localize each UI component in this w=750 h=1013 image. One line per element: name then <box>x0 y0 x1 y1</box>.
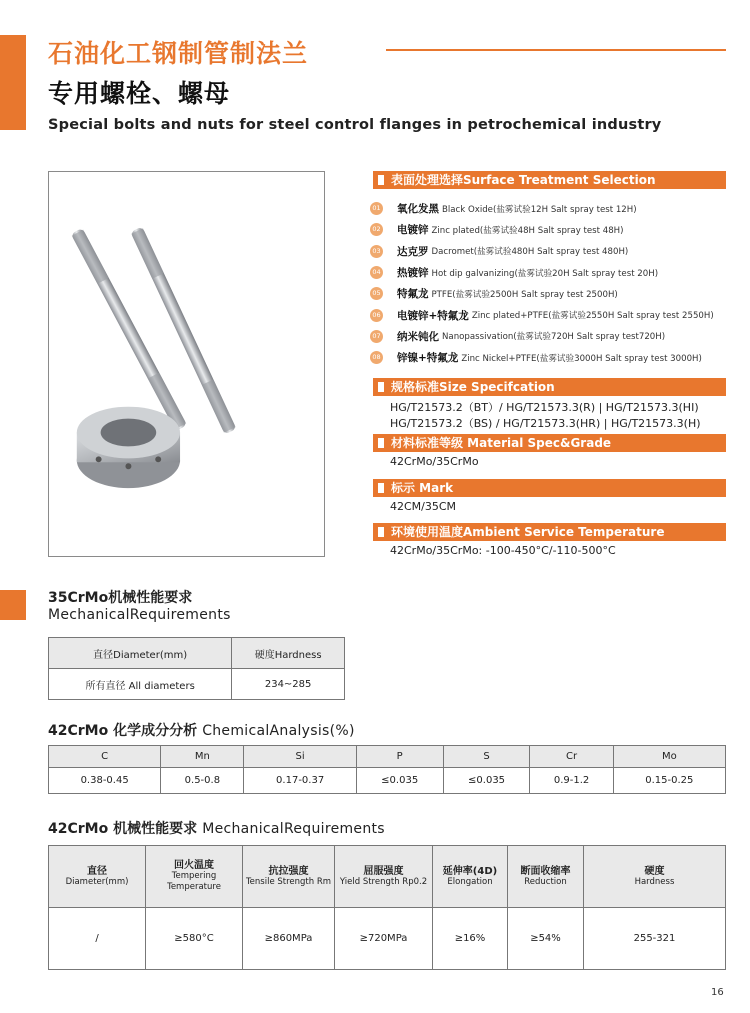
cell-si: 0.17-0.37 <box>244 768 356 794</box>
page-number: 16 <box>711 987 724 998</box>
round-nut <box>77 407 180 488</box>
table-row <box>49 669 345 700</box>
cell-s: ≤0.035 <box>443 768 530 794</box>
surface-treatment-list <box>370 198 730 368</box>
cell-diameter: 所有直径 All diameters <box>49 669 232 700</box>
item-cn: 锌镍+特氟龙 <box>397 352 459 365</box>
item-en: PTFE(盐雾试验2500H Salt spray test 2500H) <box>431 289 618 300</box>
list-item <box>370 326 730 347</box>
header-hardness: 硬度 Hardness <box>584 846 726 908</box>
item-cn: 电镀锌+特氟龙 <box>397 309 469 322</box>
mech-35-table <box>48 637 345 700</box>
title-line-2: 专用螺栓、螺母 <box>48 79 231 108</box>
header-mn: Mn <box>161 746 244 768</box>
list-item <box>370 347 730 368</box>
item-cn: 纳米钝化 <box>397 330 439 343</box>
header-si: Si <box>244 746 356 768</box>
title-divider <box>386 49 726 51</box>
cell-c: 0.38-0.45 <box>49 768 161 794</box>
list-item <box>370 241 730 262</box>
temperature-value: 42CrMo/35CrMo: -100-450°C/-110-500°C <box>390 544 616 557</box>
item-cn: 热镀锌 <box>397 267 429 280</box>
size-spec-line-1: HG/T21573.2（BT）/ HG/T21573.3(R) | HG/T21573.3(HI) <box>390 401 699 414</box>
header-hardness: 硬度Hardness <box>232 638 345 669</box>
header-s: S <box>443 746 530 768</box>
item-number: 07 <box>370 330 383 343</box>
table-row <box>49 768 726 794</box>
cell-mo: 0.15-0.25 <box>613 768 725 794</box>
mark-value: 42CM/35CM <box>390 500 457 513</box>
cell-p: ≤0.035 <box>356 768 443 794</box>
item-number: 01 <box>370 202 383 215</box>
accent-bar-top <box>0 35 26 130</box>
item-number: 08 <box>370 351 383 364</box>
item-en: Black Oxide(盐雾试验12H Salt spray test 12H) <box>442 204 637 215</box>
list-item <box>370 283 730 304</box>
cell-hardness: 255-321 <box>584 908 726 970</box>
item-en: Hot dip galvanizing(盐雾试验20H Salt spray test 20H) <box>431 268 659 279</box>
material-heading: 材料标准等级 Material Spec&Grade <box>373 434 726 452</box>
item-number: 04 <box>370 266 383 279</box>
cell-yield: ≥720MPa <box>335 908 433 970</box>
header-reduction: 断面收缩率 Reduction <box>508 846 584 908</box>
item-number: 03 <box>370 245 383 258</box>
table-header-row <box>49 846 726 908</box>
stud-bolt-left <box>71 228 187 431</box>
header-tensile: 抗拉强度 Tensile Strength Rm <box>243 846 335 908</box>
mech-35-title: 35CrMo机械性能要求 <box>48 590 193 606</box>
size-spec-heading: 规格标准Size Specifcation <box>373 378 726 396</box>
cell-diameter: / <box>49 908 146 970</box>
item-number: 06 <box>370 309 383 322</box>
table-header-row <box>49 746 726 768</box>
item-en: Zinc plated+PTFE(盐雾试验2550H Salt spray test 2550H) <box>471 311 714 322</box>
item-number: 05 <box>370 287 383 300</box>
item-cn: 达克罗 <box>397 245 429 258</box>
cell-reduction: ≥54% <box>508 908 584 970</box>
item-cn: 电镀锌 <box>397 224 429 237</box>
header-cr: Cr <box>530 746 613 768</box>
header-diameter: 直径Diameter(mm) <box>49 638 232 669</box>
chem-42-table <box>48 745 726 794</box>
item-cn: 特氟龙 <box>397 288 429 301</box>
stud-bolt-right <box>130 227 236 435</box>
item-en: Nanopassivation(盐雾试验720H Salt spray test720H) <box>442 332 666 343</box>
mech-42-title: 42CrMo 机械性能要求 MechanicalRequirements <box>48 821 385 837</box>
cell-elongation: ≥16% <box>433 908 508 970</box>
item-number: 02 <box>370 223 383 236</box>
header-mo: Mo <box>613 746 725 768</box>
temperature-heading: 环境使用温度Ambient Service Temperature <box>373 523 726 541</box>
list-item <box>370 198 730 219</box>
size-spec-line-2: HG/T21573.2（BS) / HG/T21573.3(HR) | HG/T21573.3(H) <box>390 417 701 430</box>
mech-42-table <box>48 845 726 970</box>
chem-42-title: 42CrMo 化学成分分析 ChemicalAnalysis(%) <box>48 723 355 739</box>
table-row <box>49 908 726 970</box>
list-item <box>370 304 730 325</box>
item-en: Zinc Nickel+PTFE(盐雾试验3000H Salt spray test 3000H) <box>461 353 702 364</box>
material-value: 42CrMo/35CrMo <box>390 455 479 468</box>
header-diameter: 直径 Diameter(mm) <box>49 846 146 908</box>
header-c: C <box>49 746 161 768</box>
cell-mn: 0.5-0.8 <box>161 768 244 794</box>
title-line-1: 石油化工钢制管制法兰 <box>48 39 309 68</box>
header-yield: 屈服强度 Yield Strength Rp0.2 <box>335 846 433 908</box>
list-item <box>370 262 730 283</box>
cell-tempering: ≥580°C <box>146 908 243 970</box>
surface-treatment-heading: 表面处理选择Surface Treatment Selection <box>373 171 726 189</box>
header-p: P <box>356 746 443 768</box>
cell-cr: 0.9-1.2 <box>530 768 613 794</box>
accent-bar-middle <box>0 590 26 620</box>
product-photo <box>48 171 325 557</box>
header-tempering: 回火温度 Tempering Temperature <box>146 846 243 908</box>
item-en: Zinc plated(盐雾试验48H Salt spray test 48H) <box>431 225 624 236</box>
cell-tensile: ≥860MPa <box>243 908 335 970</box>
cell-hardness: 234~285 <box>232 669 345 700</box>
header-elongation: 延伸率(4D) Elongation <box>433 846 508 908</box>
list-item <box>370 219 730 240</box>
item-en: Dacromet(盐雾试验480H Salt spray test 480H) <box>431 247 629 258</box>
mark-heading: 标示 Mark <box>373 479 726 497</box>
mech-35-subtitle: MechanicalRequirements <box>48 607 231 623</box>
item-cn: 氧化发黑 <box>397 203 439 216</box>
page-subtitle: Special bolts and nuts for steel control flanges in petrochemical industry <box>48 117 662 133</box>
table-header-row <box>49 638 345 669</box>
